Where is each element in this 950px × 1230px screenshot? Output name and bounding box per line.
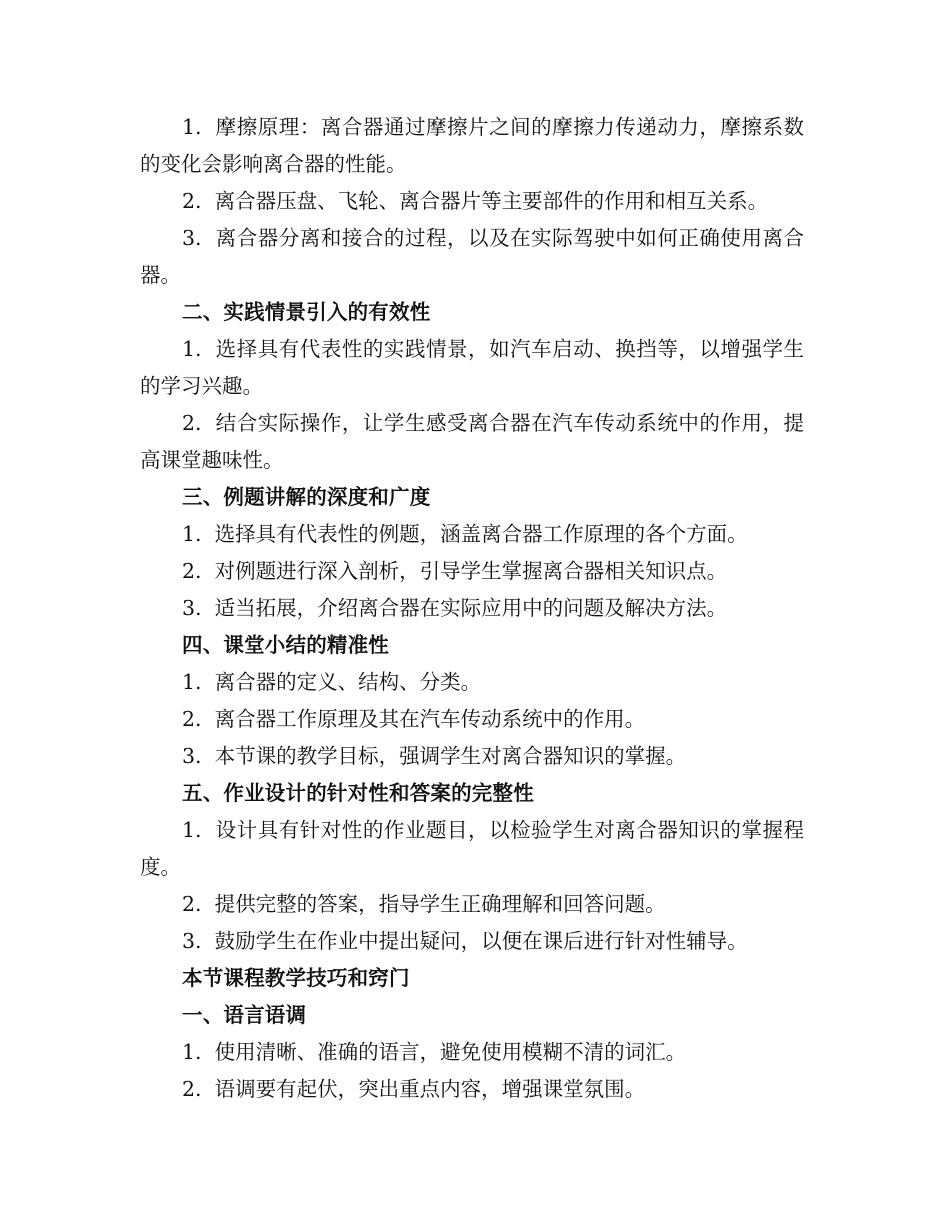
list-item — [140, 590, 804, 627]
item-text: 离合器压盘、飞轮、离合器片等主要部件的作用和相互关系。 — [214, 189, 769, 213]
item-number: 2. — [182, 707, 202, 731]
section-heading: 二、实践情景引入的有效性 — [182, 300, 431, 324]
item-number: 1. — [182, 522, 202, 546]
item-text: 结合实际操作，让学生感受离合器在汽车传动系统中的作用，提高课堂趣味性。 — [140, 411, 804, 472]
section-heading: 一、语言语调 — [182, 1003, 307, 1027]
item-number: 1. — [182, 115, 202, 139]
list-item — [140, 553, 804, 590]
item-text: 本节课的教学目标，强调学生对离合器知识的掌握。 — [214, 744, 687, 768]
item-number: 3. — [182, 596, 202, 620]
item-number: 2. — [182, 189, 202, 213]
item-text: 选择具有代表性的实践情景，如汽车启动、换挡等，以增强学生的学习兴趣。 — [140, 337, 804, 398]
section-heading: 本节课程教学技巧和窍门 — [182, 966, 410, 990]
item-number: 2. — [182, 559, 202, 583]
item-number: 2. — [182, 411, 202, 435]
item-number: 2. — [182, 892, 202, 916]
item-number: 3. — [182, 226, 202, 250]
item-number: 3. — [182, 744, 202, 768]
list-item — [140, 516, 804, 553]
item-number: 1. — [182, 818, 202, 842]
item-text: 离合器的定义、结构、分类。 — [214, 670, 482, 694]
list-item — [140, 1034, 804, 1071]
list-item — [140, 886, 804, 923]
item-text: 离合器分离和接合的过程，以及在实际驾驶中如何正确使用离合器。 — [140, 226, 804, 287]
item-text: 离合器工作原理及其在汽车传动系统中的作用。 — [214, 707, 646, 731]
item-number: 1. — [182, 337, 202, 361]
list-item — [140, 812, 804, 886]
item-text: 设计具有针对性的作业题目，以检验学生对离合器知识的掌握程度。 — [140, 818, 804, 879]
list-item — [140, 923, 804, 960]
item-text: 对例题进行深入剖析，引导学生掌握离合器相关知识点。 — [214, 559, 728, 583]
item-text: 摩擦原理：离合器通过摩擦片之间的摩擦力传递动力，摩擦系数的变化会影响离合器的性能。 — [140, 115, 804, 176]
list-item — [140, 109, 804, 183]
list-item — [140, 220, 804, 294]
section-heading: 三、例题讲解的深度和广度 — [182, 485, 431, 509]
item-text: 适当拓展，介绍离合器在实际应用中的问题及解决方法。 — [214, 596, 728, 620]
list-item — [140, 183, 804, 220]
document-page — [140, 109, 804, 1108]
item-text: 选择具有代表性的例题，涵盖离合器工作原理的各个方面。 — [214, 522, 748, 546]
item-text: 提供完整的答案，指导学生正确理解和回答问题。 — [214, 892, 666, 916]
list-item — [140, 331, 804, 405]
item-text: 鼓励学生在作业中提出疑问，以便在课后进行针对性辅导。 — [214, 929, 748, 953]
list-item — [140, 1071, 804, 1108]
item-number: 2. — [182, 1077, 202, 1101]
item-number: 1. — [182, 1040, 202, 1064]
list-item — [140, 738, 804, 775]
list-item — [140, 664, 804, 701]
item-number: 1. — [182, 670, 202, 694]
list-item — [140, 405, 804, 479]
item-text: 使用清晰、准确的语言，避免使用模糊不清的词汇。 — [214, 1040, 687, 1064]
section-heading: 五、作业设计的针对性和答案的完整性 — [182, 781, 534, 805]
section-heading: 四、课堂小结的精准性 — [182, 633, 389, 657]
item-text: 语调要有起伏，突出重点内容，增强课堂氛围。 — [214, 1077, 646, 1101]
list-item — [140, 701, 804, 738]
item-number: 3. — [182, 929, 202, 953]
